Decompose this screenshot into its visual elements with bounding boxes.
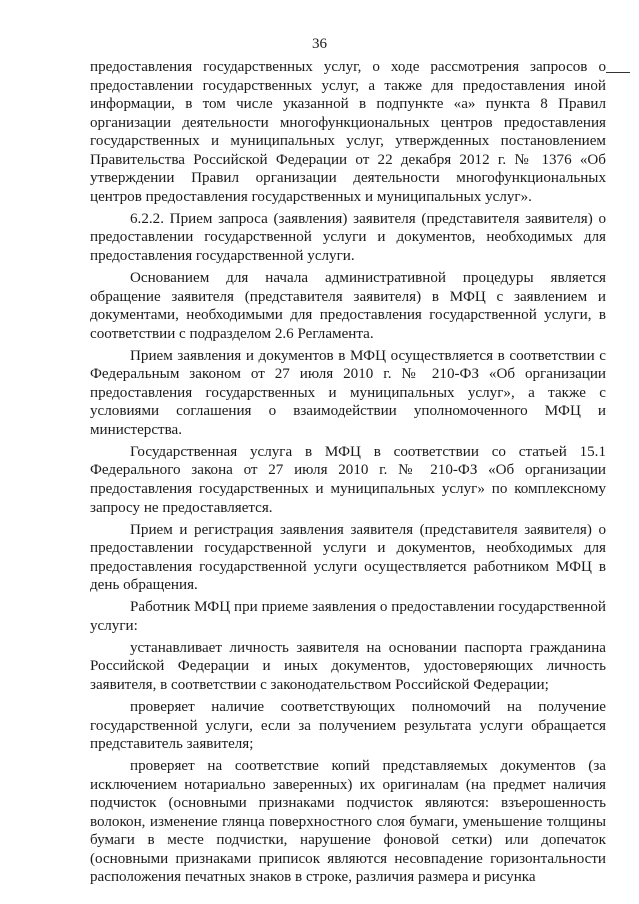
- paragraph-authority: проверяет наличие соответствующих полномочий на получение государственной услуги, если за получением результата услуги обращается представитель заявителя;: [90, 699, 606, 753]
- paragraph-continuation: предоставления государственных услуг, о ходе рассмотрения запросов о предоставлении государственных услуг, а также для предоставления иной информации, в том числе указанной в подпункте «а» пункта 8 Правил организации деятельности многофункциональных центров предоставления государственных и муниципальных услуг, утвержденных постановлением Правительства Российской Федерации от 22 декабря 2012 г. № 1376 «Об утверждении Правил организации деятельности многофункциональных центров предоставления государственных и муниципальных услуг».: [90, 59, 606, 205]
- paragraph-section-6-2-2: 6.2.2. Прием запроса (заявления) заявителя (представителя заявителя) о предоставлении государственной услуги и документов, необходимых для предоставления государственной услуги.: [90, 210, 606, 264]
- paragraph-copies-check: проверяет на соответствие копий представляемых документов (за исключением нотариально заверенных) их оригиналам (на предмет наличия подчисток (основными признаками подчисток являются: взъерошенность волокон, изменение глянца поверхностного слоя бумаги, уменьшение толщины бумаги в месте подчистки, нарушение фоновой сетки) или допечаток (основными признаками приписок являются несовпадение горизонтальности расположения печатных знаков в строке, различия размера и рисунка: [90, 758, 606, 886]
- scan-artifact-line: [606, 72, 630, 73]
- page-number: 36: [312, 36, 327, 52]
- paragraph-registration: Прием и регистрация заявления заявителя (представителя заявителя) о предоставлении государственной услуги и документов, необходимых для предоставления государственной услуги осуществляется работником МФЦ в день обращения.: [90, 521, 606, 594]
- document-body: [90, 58, 606, 891]
- paragraph-service-mfc: Государственная услуга в МФЦ в соответствии со статьей 15.1 Федерального закона от 27 июля 2010 г. № 210-ФЗ «Об организации предоставления государственных и муниципальных услуг» по комплексному запросу не предоставляется.: [90, 443, 606, 516]
- paragraph-worker-duties: Работник МФЦ при приеме заявления о предоставлении государственной услуги:: [90, 599, 606, 634]
- paragraph-basis: Основанием для начала административной процедуры является обращение заявителя (представителя заявителя) в МФЦ с заявлением и документами, необходимыми для предоставления государственной услуги, в соответствии с подразделом 2.6 Регламента.: [90, 270, 606, 342]
- paragraph-identity: устанавливает личность заявителя на основании паспорта гражданина Российской Федерации и иных документов, удостоверяющих личность заявителя, в соответствии с законодательством Российской Федерации;: [90, 639, 606, 693]
- paragraph-reception: Прием заявления и документов в МФЦ осуществляется в соответствии с Федеральным законом от 27 июля 2010 г. № 210-ФЗ «Об организации предоставления государственных и муниципальных услуг», а также с условиями соглашения о взаимодействии уполномоченного МФЦ и министерства.: [90, 347, 606, 438]
